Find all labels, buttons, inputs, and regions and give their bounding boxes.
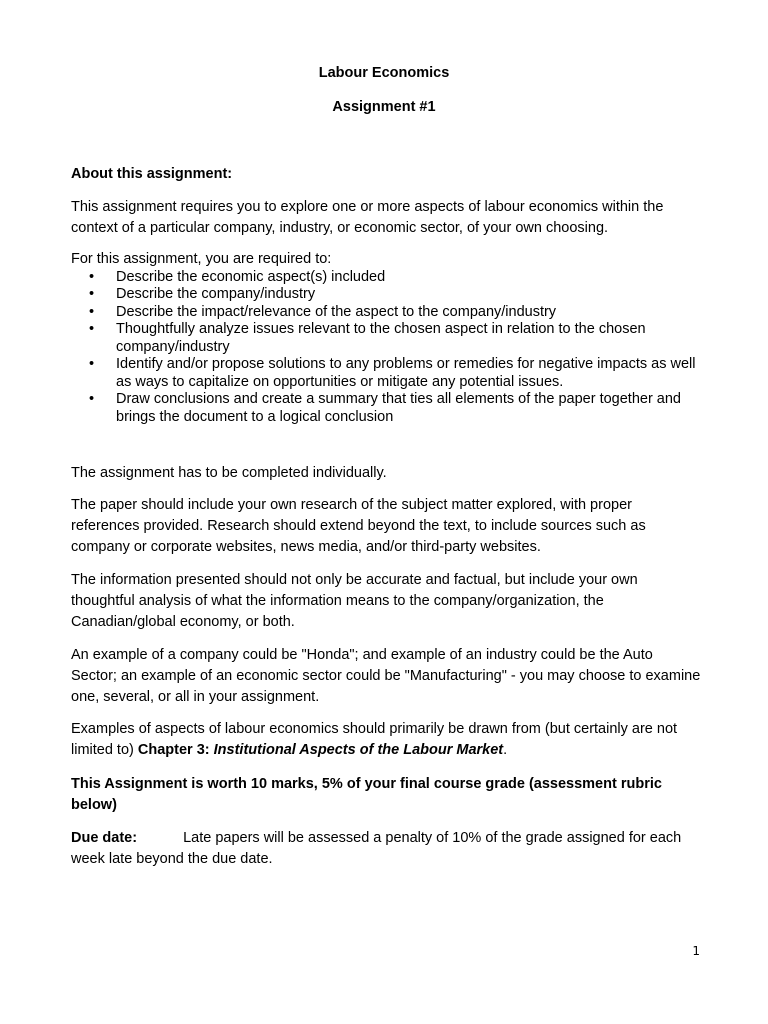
example-paragraph: An example of a company could be "Honda"; and example of an industry could be the Auto Sector; an example of an economic sector could be "Manufacturing" - you may choose to examine one, several, or all in your assignment. (71, 647, 701, 705)
chapter-title: Institutional Aspects of the Labour Market (213, 742, 504, 758)
document-title: Labour Economics (318, 65, 450, 81)
list-item: • Thoughtfully analyze issues relevant to the chosen aspect in relation to the chosen company/industry (89, 321, 646, 355)
intro-paragraph: This assignment requires you to explore one or more aspects of labour economics within the context of a particular company, industry, or economic sector, of your own choosing. (71, 199, 664, 236)
list-item: • Describe the economic aspect(s) included (89, 268, 386, 285)
requirements-lead: For this assignment, you are required to: (71, 251, 332, 267)
research-paragraph: The paper should include your own research of the subject matter explored, with proper references provided. Research should extend beyond the text, to include sources such as company or corporate websites, news media, and/or third-party websites. (71, 497, 646, 555)
bullet-icon: • (89, 303, 95, 320)
list-item: • Describe the company/industry (89, 286, 316, 302)
aspects-paragraph: Examples of aspects of labour economics should primarily be drawn from (but certainly are not limited to) Chapter 3: Institutional Aspects of the Labour Market. (71, 721, 678, 758)
analysis-paragraph: The information presented should not only be accurate and factual, but include your own thoughtful analysis of what the information means to the company/organization, the Canadian/global economy, or both. (71, 572, 638, 630)
worth-paragraph: This Assignment is worth 10 marks, 5% of your final course grade (assessment rubric below) (71, 776, 662, 813)
document-subtitle: Assignment #1 (332, 99, 436, 115)
list-item: • Draw conclusions and create a summary that ties all elements of the paper together and brings the document to a logical conclusion (89, 391, 681, 425)
bullet-icon: • (89, 391, 95, 407)
about-heading: About this assignment: (71, 166, 233, 182)
chapter-reference: Chapter 3: (137, 742, 214, 758)
due-date-text: Late papers will be assessed a penalty of 10% of the grade assigned for each week late beyond the due date. (71, 830, 682, 867)
individual-paragraph: The assignment has to be completed individually. (71, 465, 387, 481)
list-item: • Describe the impact/relevance of the aspect to the company/industry (89, 303, 557, 320)
list-item: • Identify and/or propose solutions to any problems or remedies for negative impacts as well as ways to capitalize on opportunities or mitigate any potential issues. (89, 356, 696, 390)
bullet-icon: • (89, 356, 95, 372)
requirements-list (71, 269, 701, 427)
bullet-icon: • (89, 268, 95, 285)
due-date-paragraph (71, 828, 701, 870)
due-date-label: Due date: (71, 830, 138, 846)
page-number: 1 (692, 944, 700, 958)
requirements-section (71, 251, 701, 426)
bullet-icon: • (89, 321, 95, 337)
bullet-icon: • (89, 286, 95, 302)
